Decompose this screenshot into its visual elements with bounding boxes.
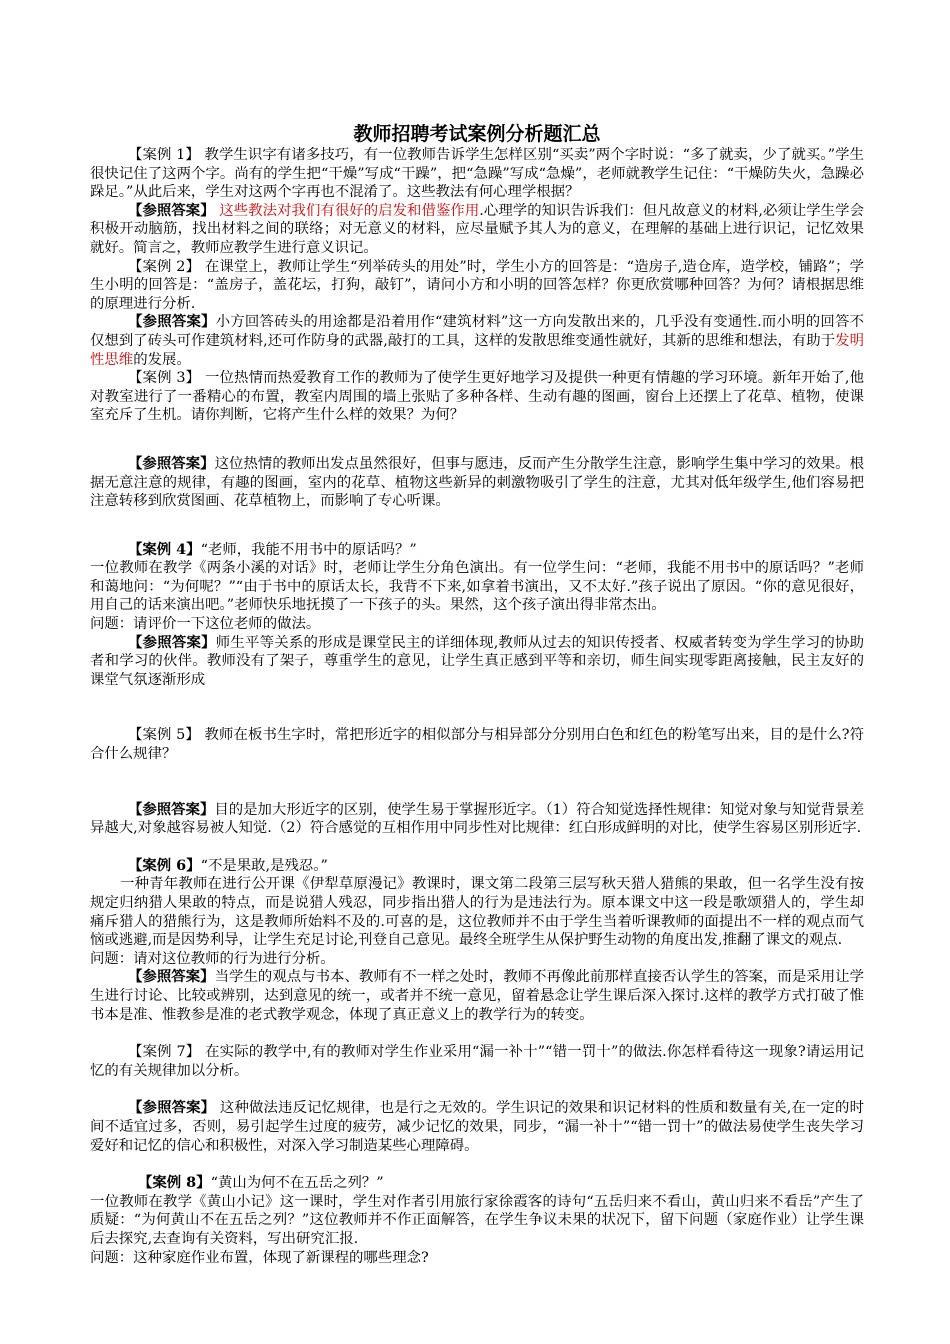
case-6-answer-text: 当学生的观点与书本、教师有不一样之处时，教师不再像此前那样直接否认学生的答案，而是采用让学生进行讨论、比较或辨别，达到意见的统一，或者并不统一意见，留着悬念让学生课后深入探讨.这样的教学方式打破了惟书本是准、惟教参是准的老式教学观念，体现了真正意义上的教学行为的转变。 bbox=[90, 969, 864, 1023]
case-3-label: 【案例 3】 bbox=[128, 370, 201, 387]
case-5-answer bbox=[90, 801, 864, 838]
case-2-answer-highlight: 发明性思维 bbox=[90, 332, 864, 368]
case-8-heading bbox=[90, 1174, 864, 1193]
case-4-answer bbox=[90, 634, 864, 690]
case-1-text: 教学生识字有诸多技巧，有一位教师告诉学生怎样区别“买卖”两个字时说：“多了就卖，少了就买。”学生很快记住了这两个字。尚有的学生把“干燥”写成“干躁”，把“急躁”写成“急燥”，老师就教学生记住：“干燥防失火，急躁必跺足。”从此后来，学生对这两个字再也不混淆了。这些教法有何心理学根据？ bbox=[90, 147, 865, 201]
case-3-text: 一位热情而热爱教育工作的教师为了使学生更好地学习及提供一种更有情趣的学习环境。新年开始了,他对教室进行了一番精心的布置，教室内周围的墙上张贴了多种各样、生动有趣的图画，窗台上还摆上了花草、植物，使课室充斥了生机。请你判断，它将产生什么样的效果？为何？ bbox=[90, 370, 864, 424]
case-4-answer-label: 【参照答案】 bbox=[128, 633, 216, 651]
case-4-subtitle: “老师，我能不用书中的原话吗？” bbox=[200, 541, 417, 558]
case-6-subtitle: “不是果敢,是残忍。” bbox=[200, 857, 328, 874]
case-7-question bbox=[90, 1043, 864, 1080]
case-1-answer-highlight: 这些教法对我们有很好的启发和借鉴作用 bbox=[214, 202, 480, 219]
case-5-answer-text: 目的是加大形近字的区别，使学生易于掌握形近字。（1）符合知觉选择性规律：知觉对象与知觉背景差异越大,对象越容易被人知觉.（2）符合感觉的互相作用中同步性对比规律：红白形成鲜明的对比，使学生容易区别形近字. bbox=[90, 801, 864, 837]
case-6-answer bbox=[90, 968, 864, 1024]
case-2-answer-label: 【参照答案】 bbox=[128, 313, 216, 331]
case-4-heading bbox=[90, 541, 864, 560]
case-6-label: 【案例 6】 bbox=[128, 856, 201, 874]
case-5-text: 教师在板书生字时，常把形近字的相似部分与相异部分分别用白色和红色的粉笔写出来，目的是什么?符合什么规律？ bbox=[90, 727, 865, 763]
case-2-answer-text: 小方回答砖头的用途都是沿着用作“建筑材料”这一方向发散出来的，几乎没有变通性.而小明的回答不仅想到了砖头可作建筑材料,还可作防身的武器,敲打的工具，这样的发散思维变通性就好，其新的思维和想法，有助于 bbox=[90, 314, 864, 349]
case-1-question bbox=[90, 146, 864, 202]
case-5-label: 【案例 5】 bbox=[128, 727, 200, 744]
case-5-answer-label: 【参照答案】 bbox=[128, 800, 215, 818]
case-1-label: 【案例 1】 bbox=[128, 147, 200, 163]
case-2-question bbox=[90, 258, 864, 314]
case-8-label: 【案例 8】 bbox=[138, 1174, 211, 1192]
case-8-question: 问题：这种家庭作业布置，体现了新课程的哪些理念? bbox=[90, 1249, 429, 1266]
case-5-question bbox=[90, 726, 864, 763]
case-8-subtitle: “黄山为何不在五岳之列？” bbox=[210, 1175, 384, 1192]
case-6-heading bbox=[90, 857, 864, 876]
case-3-answer-label: 【参照答案】 bbox=[128, 454, 215, 472]
case-2-answer bbox=[90, 313, 864, 369]
case-3-answer bbox=[90, 455, 864, 511]
case-4-body: 一位教师在教学《两条小溪的对话》时，老师让学生分角色演出。有一位学生问：“老师，我能不用书中的原话吗？”老师和蔼地问：“为何呢？”“由于书中的原话太长，我背不下来,如拿着书演出，又不太好.”孩子说出了原因。“你的意见很好，用自己的话来演出吧。”老师快乐地抚摸了一下孩子的头。果然，这个孩子演出得非常杰出。 bbox=[90, 560, 864, 614]
case-1-answer-text: .心理学的知识告诉我们：但凡故意义的材料,必须让学生学会积极开动脑筋，找出材料之间的联络；对无意义的材料，应尽量赋予其人为的意义，在理解的基础上进行识记，记忆效果就好。简言之，教师应教学生进行意义识记。 bbox=[90, 202, 865, 256]
case-3-question bbox=[90, 369, 864, 425]
case-6-body: 一种青年教师在进行公开课《伊犁草原漫记》教课时，课文第二段第三层写秋天猎人猎熊的果敢，但一名学生没有按规定归纳猎人果敢的特点，而是说猎人残忍，同步指出猎人的行为是违法行为。原本课文中这一段是歌颂猎人的，学生却痛斥猎人的猎熊行为，这是教师所始料不及的.可喜的是，这位教师并不由于学生当着听课教师的面提出不一样的观点而气恼或逃避,而是因势利导，让学生充足讨论,刊登自己意见。最终全班学生从保护野生动物的角度出发,推翻了课文的观点. bbox=[90, 876, 864, 949]
case-7-text: 在实际的教学中,有的教师对学生作业采用“漏一补十”“错一罚十”的做法.你怎样看待这一现象?请运用记忆的有关规律加以分析。 bbox=[90, 1044, 864, 1079]
case-2-text: 在课堂上，教师让学生“列举砖头的用处”时，学生小方的回答是：“造房子,造仓库，造学校，铺路”；学生小明的回答是：“盖房子，盖花坛，打狗，敲钉”，请问小方和小明的回答怎样？你更欣赏哪种回答？为何？请根据思维的原理进行分析. bbox=[90, 258, 864, 312]
case-2-answer-end: 的发展。 bbox=[133, 351, 191, 368]
case-3-answer-text: 这位热情的教师出发点虽然很好，但事与愿违，反而产生分散学生注意，影响学生集中学习的效果。根据无意注意的规律，有趣的图画，室内的花草、植物这些新异的刺激物吸引了学生的注意，尤其对低年级学生,他们容易把注意转移到欣赏图画、花草植物上，而影响了专心听课。 bbox=[90, 455, 864, 510]
case-4-label: 【案例 4】 bbox=[128, 540, 201, 558]
case-7-label: 【案例 7】 bbox=[128, 1044, 201, 1061]
case-2-label: 【案例 2】 bbox=[128, 258, 201, 275]
case-4-answer-text: 师生平等关系的形成是课堂民主的详细体现,教师从过去的知识传授者、权威者转变为学生学习的协助者和学习的伙伴。教师没有了架子，尊重学生的意见，让学生真正感到平等和亲切，师生间实现零距离接触，民主友好的课堂气氛逐渐形成 bbox=[90, 634, 864, 688]
case-6-answer-label: 【参照答案】 bbox=[128, 968, 215, 986]
case-8-body: 一位教师在教学《黄山小记》这一课时，学生对作者引用旅行家徐霞客的诗句“五岳归来不看山，黄山归来不看岳”产生了质疑：“为何黄山不在五岳之列？”这位教师并不作正面解答，在学生争议未果的状况下，留下问题（家庭作业）让学生课后去探究,去查询有关资料，写出研究汇报. bbox=[90, 1193, 864, 1247]
page-title: 教师招聘考试案例分析题汇总 bbox=[353, 123, 601, 145]
case-7-answer-label: 【参照答案】 bbox=[128, 1099, 216, 1117]
case-6-question: 问题：请对这位教师的行为进行分析。 bbox=[90, 950, 335, 967]
document-body bbox=[90, 122, 864, 1267]
case-7-answer bbox=[90, 1099, 864, 1155]
case-4-question: 问题：请评价一下这位老师的做法。 bbox=[90, 616, 321, 633]
case-7-answer-text: 这种做法违反记忆规律，也是行之无效的。学生识记的效果和识记材料的性质和数量有关,在一定的时间不适宜过多，否则，易引起学生过度的疲劳，减少记忆的效果，同步，“漏一补十”“错一罚十”的做法易使学生丧失学习爱好和记忆的信心和积极性，对深入学习制造某些心理障碍。 bbox=[90, 1100, 864, 1154]
case-1-answer-label: 【参照答案】 bbox=[128, 201, 215, 219]
case-1-answer bbox=[90, 202, 864, 258]
